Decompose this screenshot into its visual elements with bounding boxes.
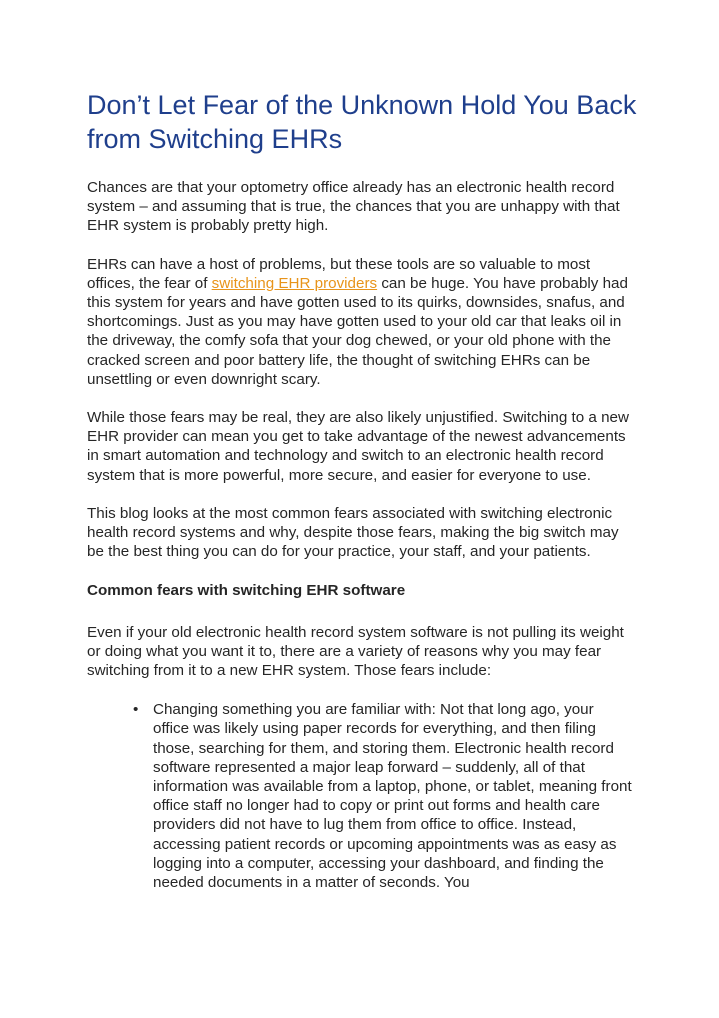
list-item: [133, 700, 639, 892]
section-heading: Common fears with switching EHR software: [87, 582, 406, 600]
switching-ehr-providers-link[interactable]: switching EHR providers: [211, 274, 378, 292]
paragraph-intro: Chances are that your optometry office already has an electronic health record system – and assuming that is true, the chances that you are unhappy with that EHR system is probably pretty high.: [87, 179, 620, 235]
paragraph-text: can be huge. You have probably had this system for years and have gotten used to its quirks, downsides, snafus, and shortcomings. Just as you may have gotten used to your old car that leaks oil in the driveway, the comfy sofa that your dog chewed, or your old phone with the cracked screen and poor battery life, the thought of switching EHRs can be unsettling or even downright scary.: [87, 274, 628, 388]
fears-list: [87, 700, 639, 892]
list-item-text: Changing something you are familiar with: Not that long ago, your office was likely using paper records for everything, and then filing those, searching for them, and storing them. Electronic health record software represented a major leap forward – suddenly, all of that information was available from a laptop, phone, or tablet, meaning front office staff no longer had to copy or print out forms and health care providers did not have to lug them from office to office. Instead, accessing patient records or upcoming appointments was as easy as logging into a computer, accessing your dashboard, and finding the needed documents in a matter of seconds. You: [153, 701, 632, 892]
paragraph-problems: [87, 255, 639, 389]
bullet-icon: •: [133, 701, 139, 719]
paragraph-fears-intro: Even if your old electronic health record system software is not pulling its weight or doing what you want it to, there are a variety of reasons why you may fear switching from it to a new EHR system. Those fears include:: [87, 623, 624, 680]
article-title: Don’t Let Fear of the Unknown Hold You Back from Switching EHRs: [87, 90, 637, 154]
paragraph-fears-unjustified: While those fears may be real, they are also likely unjustified. Switching to a new EHR provider can mean you get to take advantage of the newest advancements in smart automation and technology and switch to an electronic health record system that is more powerful, more secure, and easier for everyone to use.: [87, 409, 629, 484]
paragraph-blog-overview: This blog looks at the most common fears associated with switching electronic health record systems and why, despite those fears, making the big switch may be the best thing you can do for your practice, your staff, and your patients.: [87, 504, 619, 561]
paragraph-text: EHRs can have a host of problems, but these tools are so valuable to most offices, the fear of: [87, 255, 591, 292]
